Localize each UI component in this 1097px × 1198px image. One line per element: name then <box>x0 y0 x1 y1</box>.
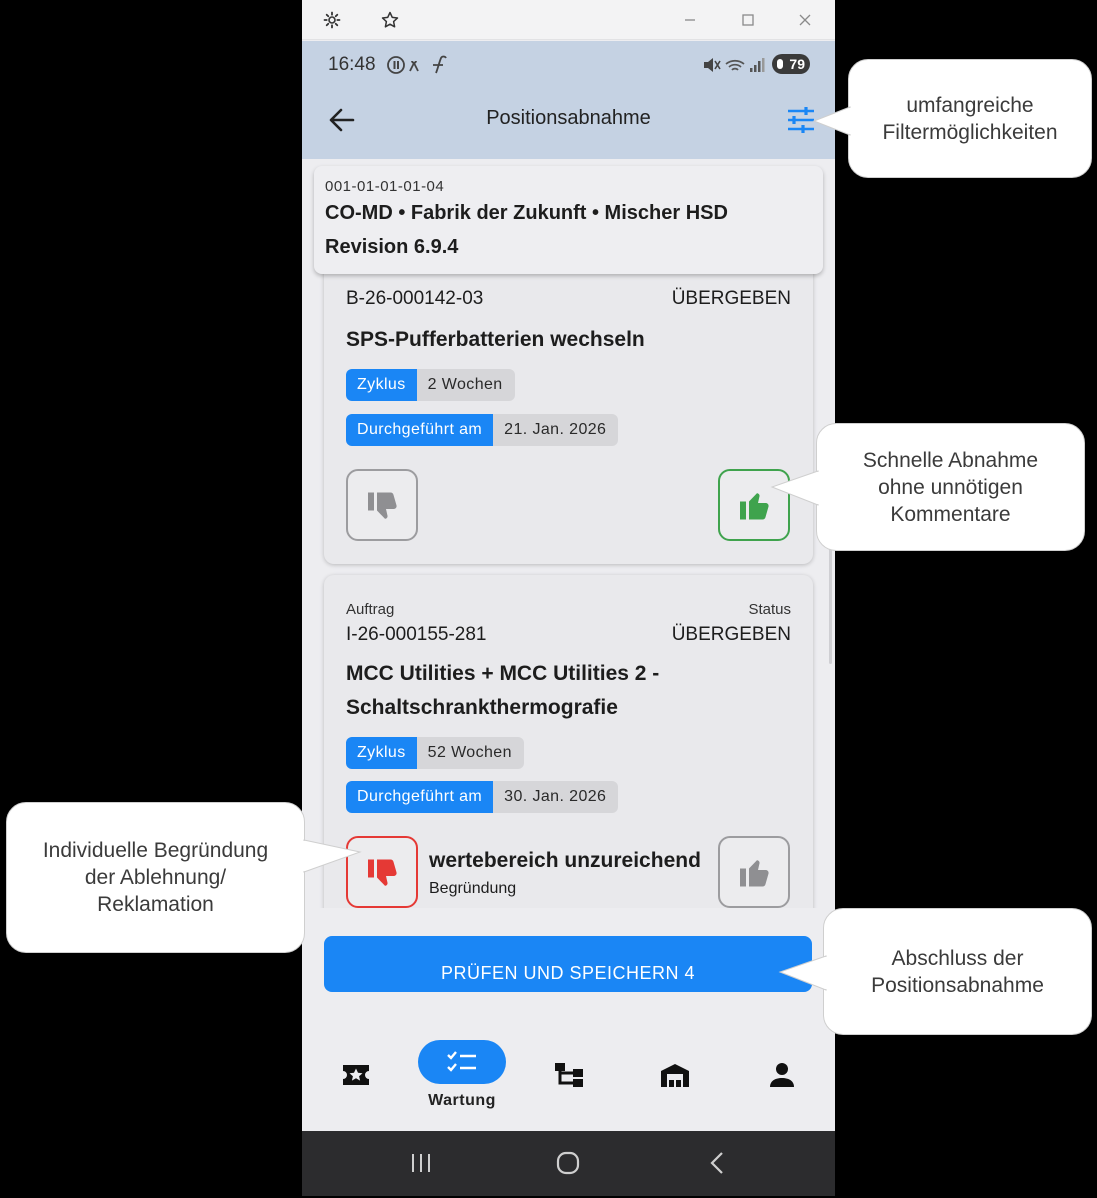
done-label: Durchgeführt am <box>346 781 493 813</box>
ticket-star-icon <box>341 1062 371 1088</box>
location-revision: Revision 6.9.4 <box>325 236 459 258</box>
window-titlebar <box>302 0 835 40</box>
person-icon <box>769 1062 795 1088</box>
status-value: ÜBERGEBEN <box>671 288 791 309</box>
nav-hierarchy[interactable] <box>524 1030 614 1120</box>
callout-finish <box>823 908 1092 1035</box>
callout-reject-line-3: Reklamation <box>97 893 214 916</box>
location-header-card <box>314 166 823 274</box>
maximize-icon[interactable] <box>738 10 758 30</box>
page-title: Positionsabnahme <box>486 107 651 129</box>
nav-maintenance-active[interactable] <box>418 1040 506 1084</box>
minimize-icon[interactable] <box>680 10 700 30</box>
status-connectivity-icons <box>702 55 768 75</box>
task-list[interactable] <box>302 274 835 908</box>
app-bar <box>302 41 835 159</box>
callout-filter-pointer <box>812 105 852 141</box>
recent-apps-icon[interactable] <box>410 1152 432 1174</box>
cycle-label: Zyklus <box>346 737 417 769</box>
warehouse-icon <box>660 1062 690 1088</box>
thumbs-up-icon <box>737 855 773 891</box>
done-value: 21. Jan. 2026 <box>493 414 618 446</box>
home-icon[interactable] <box>556 1151 580 1175</box>
cycle-chip <box>346 737 524 769</box>
battery-indicator <box>772 54 810 74</box>
task-card <box>324 575 813 908</box>
callout-quick-line-1: Schnelle Abnahme <box>862 448 1039 472</box>
nav-maintenance-label: Wartung <box>428 1092 496 1109</box>
thumbs-down-icon <box>365 855 401 891</box>
status-label: Status <box>748 601 791 618</box>
system-navigation-bar <box>302 1131 835 1196</box>
callout-reject-line-2: der Ablehnung/ <box>84 866 227 889</box>
callout-finish-line-2: Positionsabnahme <box>871 973 1044 997</box>
done-value: 30. Jan. 2026 <box>493 781 618 813</box>
battery-level: 79 <box>789 56 805 72</box>
approve-button[interactable] <box>718 836 790 908</box>
order-number: I-26-000155-281 <box>346 624 487 645</box>
thumbs-down-icon <box>365 488 401 524</box>
task-card <box>324 274 813 564</box>
star-outline-icon[interactable] <box>380 10 400 30</box>
callout-filter-line-2: Filtermöglichkeiten <box>882 120 1058 144</box>
nav-profile[interactable] <box>736 1030 826 1120</box>
status-notification-icons <box>386 55 456 75</box>
order-number: B-26-000142-03 <box>346 288 484 309</box>
cycle-value: 2 Wochen <box>417 369 515 401</box>
callout-finish-pointer <box>778 950 828 996</box>
callout-rejection-reason <box>6 802 305 953</box>
cycle-label: Zyklus <box>346 369 417 401</box>
check-and-save-button[interactable]: PRÜFEN UND SPEICHERN 4 <box>324 936 812 992</box>
callout-reject-pointer <box>302 832 362 882</box>
task-title-line-2: Schaltschrankthermografie <box>346 696 618 719</box>
location-code: 001-01-01-01-04 <box>325 178 445 195</box>
status-time: 16:48 <box>328 54 376 75</box>
status-value: ÜBERGEBEN <box>671 624 791 645</box>
done-date-chip <box>346 414 618 446</box>
callout-quick-approval <box>816 423 1085 551</box>
callout-quick-pointer <box>770 465 820 511</box>
order-label: Auftrag <box>346 601 395 618</box>
nav-facility[interactable] <box>630 1030 720 1120</box>
gear-icon[interactable] <box>322 10 342 30</box>
callout-quick-line-2: ohne unnötigen <box>878 475 1023 499</box>
bottom-navigation <box>302 1030 835 1130</box>
thumbs-up-icon <box>737 488 773 524</box>
rejection-reason[interactable]: wertebereich unzureichend <box>429 849 701 872</box>
task-title: SPS-Pufferbatterien wechseln <box>346 328 645 351</box>
system-back-icon[interactable] <box>707 1151 727 1175</box>
phone-window <box>302 0 835 1196</box>
callout-reject-line-1: Individuelle Begründung <box>42 839 269 862</box>
callout-filter-line-1: umfangreiche <box>906 93 1034 117</box>
rejection-reason-label: Begründung <box>429 880 517 897</box>
reject-button[interactable] <box>346 469 418 541</box>
done-date-chip <box>346 781 618 813</box>
callout-finish-line-1: Abschluss der <box>891 946 1024 970</box>
close-icon[interactable] <box>795 10 815 30</box>
checklist-icon <box>446 1050 478 1074</box>
cycle-chip <box>346 369 515 401</box>
callout-quick-line-3: Kommentare <box>890 502 1011 526</box>
done-label: Durchgeführt am <box>346 414 493 446</box>
nav-favorites[interactable] <box>310 1030 400 1120</box>
callout-filter <box>848 59 1092 178</box>
task-title-line-1: MCC Utilities + MCC Utilities 2 - <box>346 662 660 685</box>
hierarchy-icon <box>554 1062 584 1088</box>
location-path: CO-MD • Fabrik der Zukunft • Mischer HSD <box>325 202 728 224</box>
cycle-value: 52 Wochen <box>417 737 524 769</box>
